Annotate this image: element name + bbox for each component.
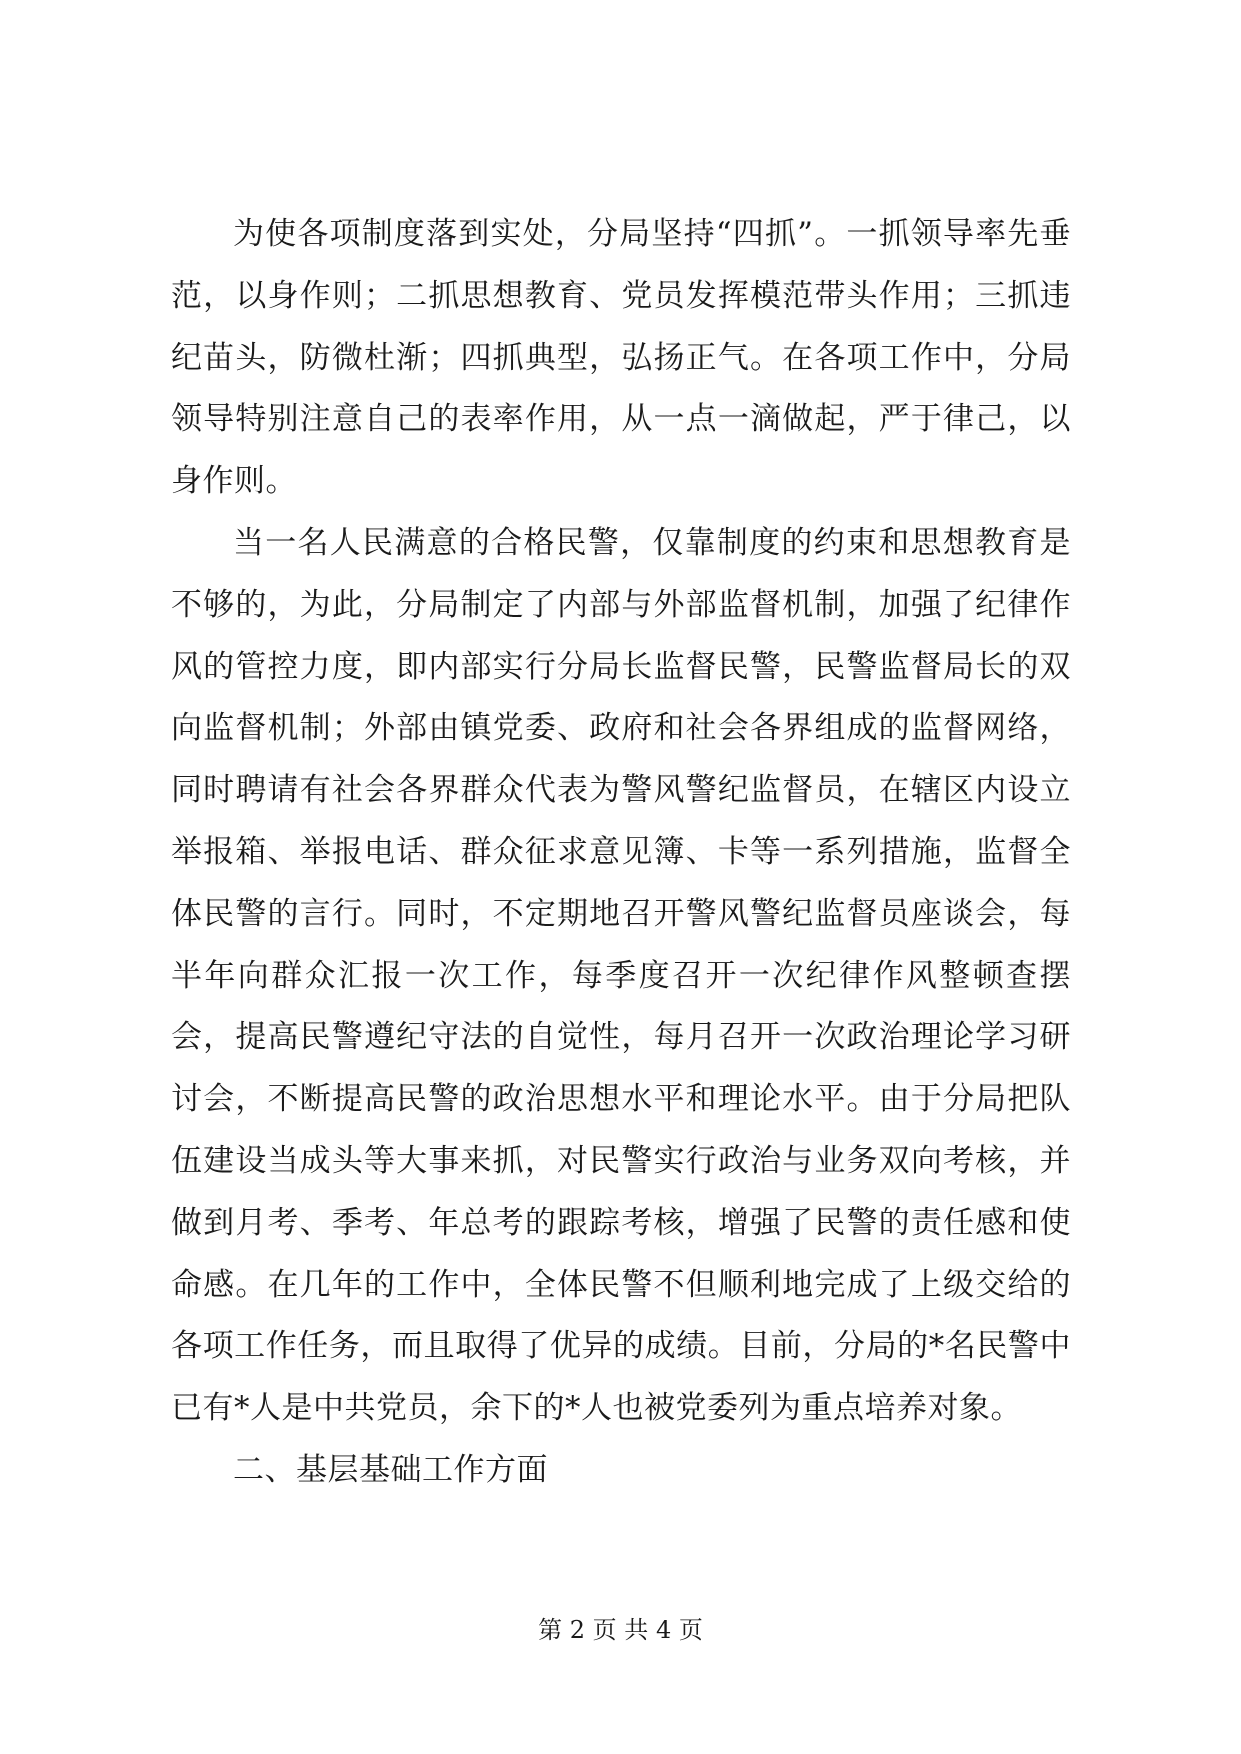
page-number-label: 第 2 页 共 4 页 (538, 1616, 703, 1644)
paragraph-2: 当一名人民满意的合格民警，仅靠制度的约束和思想教育是不够的，为此，分局制定了内部与外部监督机制，加强了纪律作风的管控力度，即内部实行分局长监督民警，民警监督局长的双向监督机制；外部由镇党委、政府和社会各界组成的监督网络，同时聘请有社会各界群众代表为警风警纪监督员，在辖区内设立举报箱、举报电话、群众征求意见簿、卡等一系列措施，监督全体民警的言行。同时，不定期地召开警风警纪监督员座谈会，每半年向群众汇报一次工作，每季度召开一次纪律作风整顿查摆会，提高民警遵纪守法的自觉性，每月召开一次政治理论学习研讨会，不断提高民警的政治思想水平和理论水平。由于分局把队伍建设当成头等大事来抓，对民警实行政治与业务双向考核，并做到月考、季考、年总考的跟踪考核，增强了民警的责任感和使命感。在几年的工作中，全体民警不但顺利地完成了上级交给的各项工作任务，而且取得了优异的成绩。目前，分局的*名民警中已有*人是中共党员，余下的*人也被党委列为重点培养对象。 (171, 524, 1071, 1427)
paragraph-1: 为使各项制度落到实处，分局坚持“四抓”。一抓领导率先垂范，以身作则；二抓思想教育、党员发挥模范带头作用；三抓违纪苗头，防微杜渐；四抓典型，弘扬正气。在各项工作中，分局领导特别注意自己的表率作用，从一点一滴做起，严于律己，以身作则。 (171, 216, 1071, 500)
section-heading: 二、基层基础工作方面 (233, 1451, 548, 1488)
document-body (171, 204, 1071, 1502)
page-footer (0, 1610, 1241, 1645)
